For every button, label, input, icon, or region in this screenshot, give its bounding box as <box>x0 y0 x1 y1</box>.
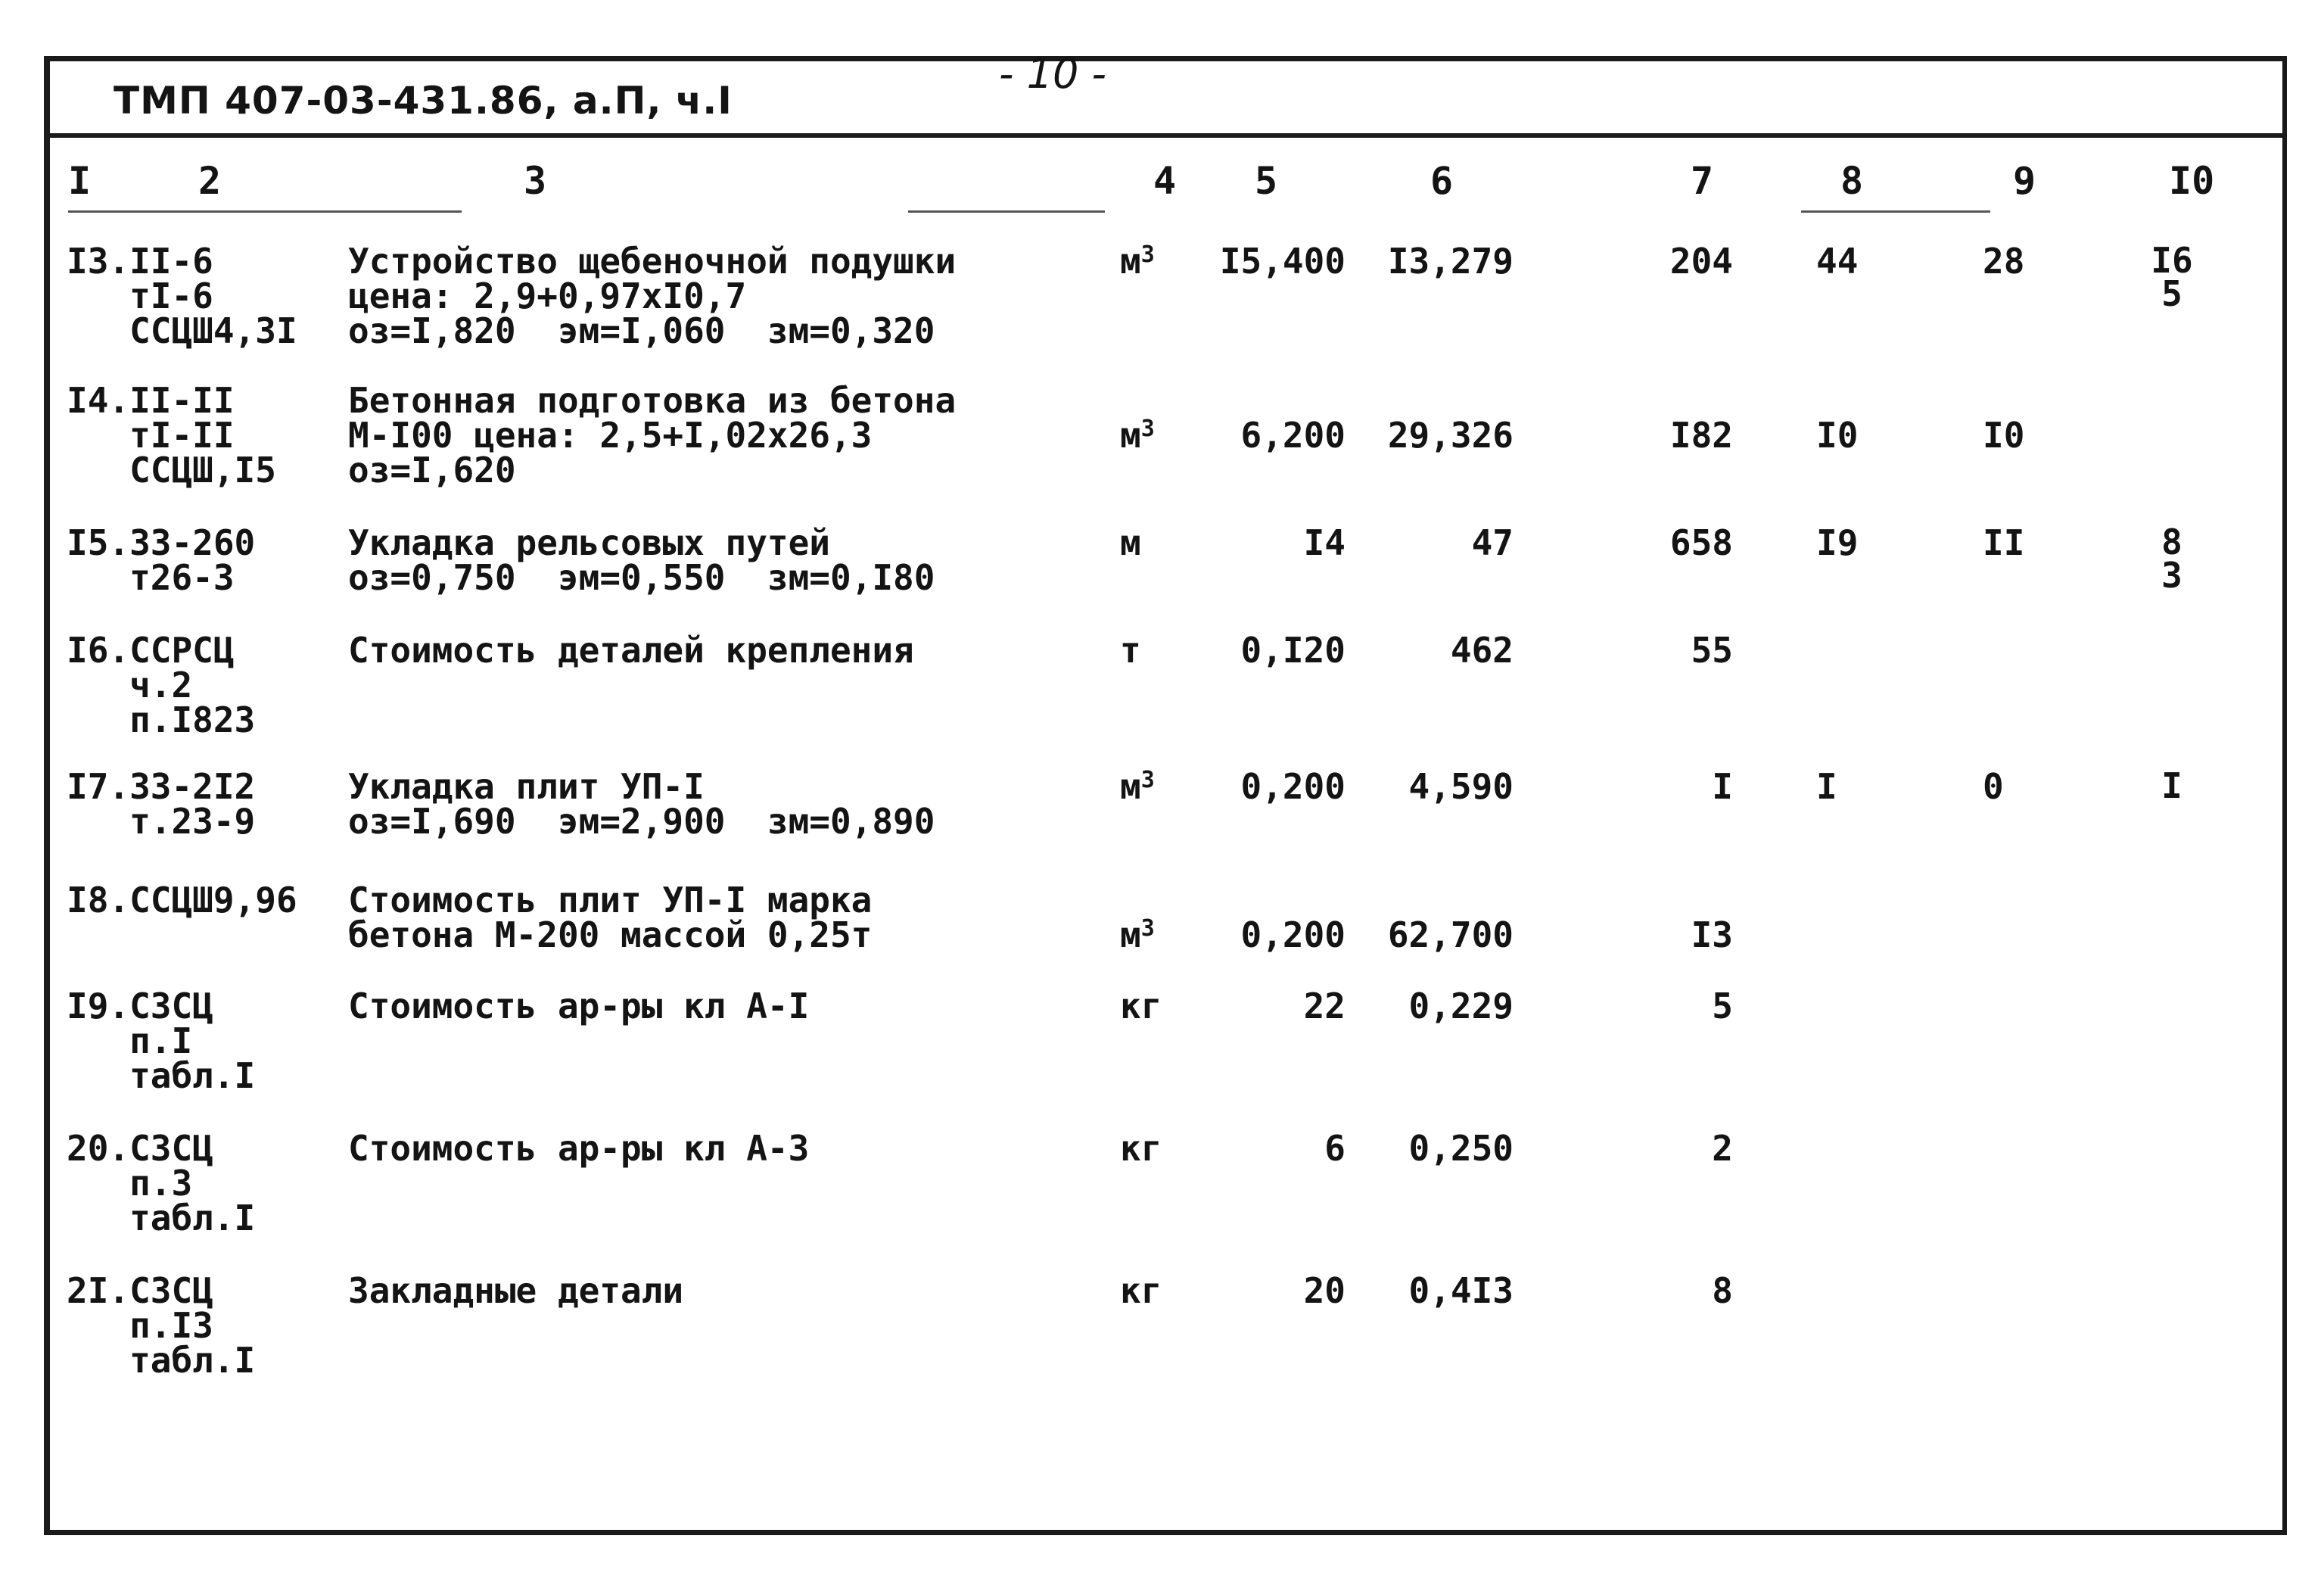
item-unit-price: 0,4I3 <box>1408 1270 1514 1311</box>
item-description: Стоимость деталей крепления <box>348 630 914 671</box>
item-description: Бетонная подготовка из бетона М-I00 цена: 2,5+I,02х26,3 оз=I,620 <box>348 380 957 491</box>
item-code: I9.СЗСЦ п.I табл.I <box>67 986 256 1096</box>
unit-label: м <box>1120 914 1141 955</box>
item-col-8: I <box>1816 766 1837 807</box>
unit-label: м <box>1120 415 1141 456</box>
item-description: Укладка плит УП-I оз=I,690 эм=2,900 зм=0,890 <box>348 766 935 842</box>
item-unit <box>1120 415 1155 456</box>
item-code: I5.33-260 т26-3 <box>67 522 256 598</box>
item-total: 8 <box>1712 1270 1733 1311</box>
item-quantity: 0,200 <box>1240 766 1346 807</box>
item-quantity: I5,400 <box>1219 241 1346 282</box>
item-total: I <box>1712 766 1733 807</box>
item-unit <box>1120 766 1155 807</box>
item-col-9: 28 <box>1983 241 2025 282</box>
column-header-10: I0 <box>2169 159 2215 203</box>
item-quantity: 0,I20 <box>1240 630 1346 671</box>
item-unit <box>1120 1270 1162 1311</box>
document-code: ТМП 407-03-431.86, а.П, ч.I <box>114 79 733 123</box>
unit-label: т <box>1120 630 1141 671</box>
item-col-9: I0 <box>1983 415 2025 456</box>
item-code: I3.II-6 тI-6 ССЦШ4,3I <box>67 241 297 351</box>
item-unit-price: 47 <box>1471 522 1514 563</box>
item-quantity: 20 <box>1303 1270 1346 1311</box>
item-description: Стоимость ар-ры кл А-I <box>348 986 810 1026</box>
item-unit <box>1120 1128 1162 1169</box>
item-total: I82 <box>1669 415 1733 456</box>
item-description: Устройство щебеночной подушки цена: 2,9+0,97хI0,7 оз=I,820 эм=I,060 зм=0,320 <box>348 241 957 351</box>
item-col-10: 8 3 <box>2161 522 2182 596</box>
item-unit-price: 62,700 <box>1387 914 1514 955</box>
item-col-10: I <box>2161 765 2182 806</box>
item-col-8: I9 <box>1816 522 1859 563</box>
unit-label: м <box>1120 522 1141 563</box>
header-dash-rule <box>908 210 1105 213</box>
header-divider <box>44 133 2287 138</box>
unit-label: м <box>1120 241 1141 282</box>
item-description: Укладка рельсовых путей оз=0,750 эм=0,550 зм=0,I80 <box>348 522 935 598</box>
unit-superscript: 3 <box>1140 241 1155 268</box>
item-col-10: I6 5 <box>2151 240 2193 314</box>
item-total: 658 <box>1669 522 1733 563</box>
item-unit-price: 0,229 <box>1408 986 1514 1026</box>
item-quantity: 6 <box>1324 1128 1346 1169</box>
item-code: I8.ССЦШ9,96 <box>67 880 297 920</box>
item-unit <box>1120 522 1141 563</box>
header-dash-rule <box>1801 210 1990 213</box>
item-code: 2I.СЗСЦ п.I3 табл.I <box>67 1270 256 1381</box>
column-header-2: 2 <box>198 159 222 203</box>
item-unit <box>1120 241 1155 282</box>
item-total: 5 <box>1712 986 1733 1026</box>
item-quantity: 6,200 <box>1240 415 1346 456</box>
item-unit-price: 0,250 <box>1408 1128 1514 1169</box>
column-header-3: 3 <box>524 159 547 203</box>
column-header-5: 5 <box>1255 159 1278 203</box>
item-unit <box>1120 630 1141 671</box>
unit-label: кг <box>1120 986 1162 1026</box>
item-total: 2 <box>1712 1128 1733 1169</box>
item-col-9: II <box>1983 522 2025 563</box>
item-code: I4.II-II тI-II ССЦШ,I5 <box>67 380 276 491</box>
unit-superscript: 3 <box>1140 915 1155 942</box>
item-unit-price: 4,590 <box>1408 766 1514 807</box>
column-header-6: 6 <box>1430 159 1454 203</box>
item-unit-price: 462 <box>1450 630 1514 671</box>
item-description: Стоимость ар-ры кл А-3 <box>348 1128 810 1169</box>
column-header-4: 4 <box>1153 159 1177 203</box>
item-col-8: 44 <box>1816 241 1859 282</box>
item-code: I6.ССРСЦ ч.2 п.I823 <box>67 630 256 740</box>
unit-label: кг <box>1120 1128 1162 1169</box>
item-code: 20.СЗСЦ п.3 табл.I <box>67 1128 256 1238</box>
column-header-9: 9 <box>2013 159 2036 203</box>
item-total: 55 <box>1691 630 1733 671</box>
item-total: 204 <box>1669 241 1733 282</box>
item-col-8: I0 <box>1816 415 1859 456</box>
item-quantity: I4 <box>1303 522 1346 563</box>
page-number: - 10 - <box>999 50 1107 98</box>
item-unit <box>1120 986 1162 1026</box>
item-col-9: 0 <box>1983 766 2004 807</box>
unit-superscript: 3 <box>1140 416 1155 442</box>
unit-label: м <box>1120 766 1141 807</box>
item-total: I3 <box>1691 914 1733 955</box>
item-unit <box>1120 914 1155 955</box>
unit-label: кг <box>1120 1270 1162 1311</box>
column-header-7: 7 <box>1691 159 1714 203</box>
unit-superscript: 3 <box>1140 767 1155 793</box>
column-header-1: I <box>68 159 92 203</box>
item-description: Стоимость плит УП-I марка бетона М-200 массой 0,25т <box>348 880 873 955</box>
item-unit-price: 29,326 <box>1387 415 1514 456</box>
column-header-8: 8 <box>1840 159 1864 203</box>
header-dash-rule <box>68 210 462 213</box>
item-code: I7.33-2I2 т.23-9 <box>67 766 256 842</box>
item-quantity: 22 <box>1303 986 1346 1026</box>
item-description: Закладные детали <box>348 1270 684 1311</box>
item-quantity: 0,200 <box>1240 914 1346 955</box>
item-unit-price: I3,279 <box>1387 241 1514 282</box>
